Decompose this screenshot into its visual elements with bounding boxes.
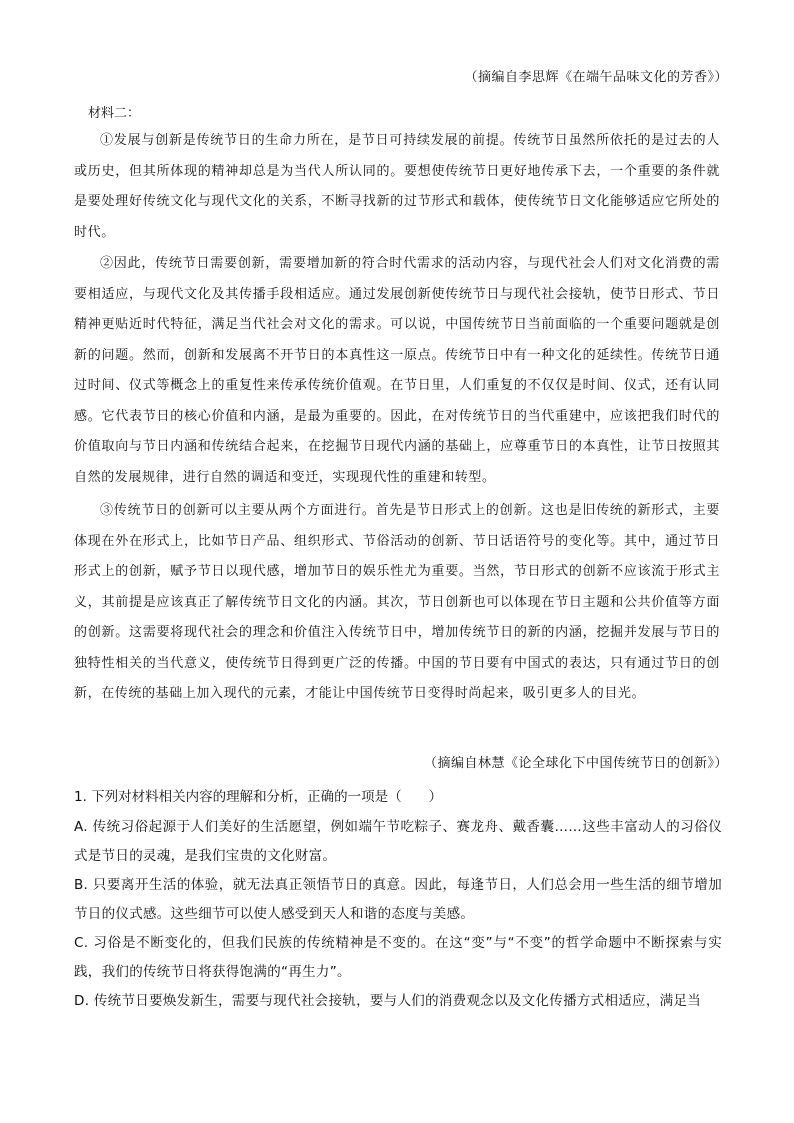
question-block xyxy=(74,784,722,1016)
option-c: C. 习俗是不断变化的，但我们民族的传统精神是不变的。在这“变”与“不变”的哲学命题中不断探索与实践，我们的传统节日将获得饱满的“再生力”。 xyxy=(74,935,722,980)
source-citation-1: （摘编自李思辉《在端午品味文化的芳香》） xyxy=(464,70,728,85)
option-a: A. 传统习俗起源于人们美好的生活愿望，例如端午节吃粽子、赛龙舟、戴香囊……这些丰富动人的习俗仪式是节日的灵魂，是我们宝贵的文化财富。 xyxy=(74,819,722,864)
option-d: D. 传统节日要焕发新生，需要与现代社会接轨，要与人们的消费观念以及文化传播方式相适应，满足当 xyxy=(74,993,702,1009)
paragraph-2: ②因此，传统节日需要创新，需要增加新的符合时代需求的活动内容，与现代社会人们对文化消费的需要相适应，与现代文化及其传播手段相适应。通过发展创新使传统节日与现代社会接轨，使节日形式、节日精神更贴近时代特征，满足当代社会对文化的需求。可以说，中国传统节日当前面临的一个重要问题就是创新的问题。然而，创新和发展离不开节日的本真性这一原点。传统节日中有一种文化的延续性。传统节日通过时间、仪式等概念上的重复性来传承传统价值观。在节日里，人们重复的不仅仅是时间、仪式，还有认同感。它代表节日的核心价值和内涵，是最为重要的。因此，在对传统节日的当代重建中，应该把我们时代的价值取向与节日内涵和传统结合起来，在挖掘节日现代内涵的基础上，应尊重节日的本真性，让节日按照其自然的发展规律，进行自然的调适和变迁，实现现代性的重建和转型。 xyxy=(74,256,720,485)
paragraph-1: ①发展与创新是传统节日的生命力所在，是节日可持续发展的前提。传统节日虽然所依托的是过去的人或历史，但其所体现的精神却总是为当代人所认同的。要想使传统节日更好地传承下去，一个重要的条件就是要处理好传统文化与现代文化的关系，不断寻找新的过节形式和载体，使传统节日文化能够适应它所处的时代。 xyxy=(74,133,720,240)
paragraph-3: ③传统节日的创新可以主要从两个方面进行。首先是节日形式上的创新。这也是旧传统的新形式，主要体现在外在形式上，比如节日产品、组织形式、节俗活动的创新、节日话语符号的变化等。其中，通过节日形式上的创新，赋予节日以现代感，增加节日的娱乐性尤为重要。当然，节日形式的创新不应该流于形式主义，其前提是应该真正了解传统节日文化的内涵。其次，节日创新也可以体现在节日主题和公共价值等方面的创新。这需要将现代社会的理念和价值注入传统节日中，增加传统节日的新的内涵，挖掘并发展与节日的独特性相关的当代意义，使传统节日得到更广泛的传播。中国的节日要有中国式的表达，只有通过节日的创新，在传统的基础上加入现代的元素，才能让中国传统节日变得时尚起来，吸引更多人的目光。 xyxy=(74,503,720,701)
question-stem: 1. 下列对材料相关内容的理解和分析，正确的一项是（ ） xyxy=(74,789,443,805)
source-citation-2: （摘编自林慧《论全球化下中国传统节日的创新》） xyxy=(423,756,728,771)
material-heading: 材料二： xyxy=(88,106,141,121)
option-b: B. 只要离开生活的体验，就无法真正领悟节日的真意。因此，每逢节日，人们总会用一些生活的细节增加节日的仪式感。这些细节可以使人感受到天人和谐的态度与美感。 xyxy=(74,877,722,922)
